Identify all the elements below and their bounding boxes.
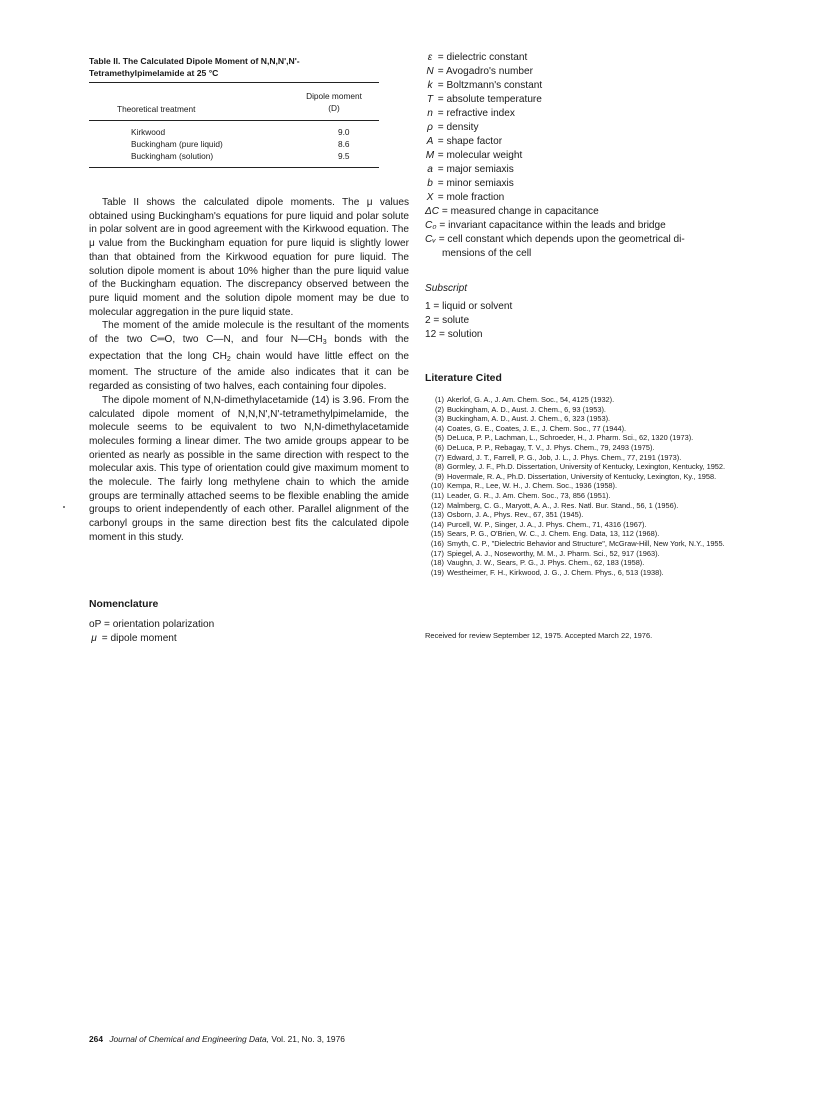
subscript-heading: Subscript	[425, 283, 468, 294]
stray-mark	[63, 506, 65, 508]
reference-number: (10)	[430, 481, 444, 491]
table-row	[131, 150, 381, 162]
reference-text: Akerlof, G. A., J. Am. Chem. Soc., 54, 4125 (1932).	[447, 395, 615, 404]
subscript-definition: liquid or solvent	[442, 301, 513, 312]
reference-item	[425, 510, 770, 520]
page-number: 264	[89, 1034, 103, 1044]
nomenclature-symbol: Cᵥ	[425, 234, 436, 245]
reference-item	[425, 424, 770, 434]
page-footer	[89, 1034, 345, 1044]
nomenclature-item: a = major semiaxis	[425, 163, 775, 177]
reference-text: Kempa, R., Lee, W. H., J. Chem. Soc., 1936 (1958).	[447, 481, 618, 491]
nomenclature-heading: Nomenclature	[89, 599, 159, 610]
reference-item	[425, 414, 770, 424]
nomenclature-definition: shape factor	[446, 136, 503, 147]
reference-number: (17)	[430, 548, 444, 558]
received-note: Received for review September 12, 1975. Accepted March 22, 1976.	[425, 631, 653, 640]
reference-text: Buckingham, A. D., Aust. J. Chem., 6, 323 (1953).	[447, 414, 611, 424]
subscript-list	[425, 300, 512, 342]
nomenclature-definition: molecular weight	[446, 150, 523, 161]
reference-item	[425, 558, 770, 568]
reference-text: Purcell, W. P., Singer, J. A., J. Phys. Chem., 71, 4316 (1967).	[447, 519, 647, 529]
reference-number: (16)	[430, 538, 444, 548]
reference-text: Buckingham, A. D., Aust. J. Chem., 6, 93 (1953).	[447, 404, 606, 414]
reference-text: Sears, P. G., O'Brien, W. C., J. Chem. Eng. Data, 13, 112 (1968).	[447, 529, 660, 539]
reference-text: Gormley, J. F., Ph.D. Dissertation, University of Kentucky, Lexington, Kentucky, 1952.	[447, 462, 726, 472]
nomenclature-list-left	[89, 618, 214, 646]
nomenclature-symbol: μ	[91, 633, 97, 644]
subscript-item: 1 = liquid or solvent	[425, 301, 513, 312]
reference-item	[425, 443, 770, 453]
nomenclature-definition: Boltzmann's constant	[446, 80, 543, 91]
nomenclature-item: oP = orientation polarization	[89, 619, 215, 630]
nomenclature-symbol: M	[425, 150, 435, 161]
table-header-rule	[89, 120, 379, 121]
nomenclature-symbol: oP	[89, 619, 102, 630]
table-bottom-rule	[89, 167, 379, 168]
reference-number: (7)	[434, 452, 444, 462]
reference-text: Leader, G. R., J. Am. Chem. Soc., 73, 856 (1951).	[447, 490, 611, 500]
reference-item	[425, 395, 770, 405]
nomenclature-symbol: b	[427, 178, 433, 189]
reference-number: (11)	[431, 490, 444, 500]
table-col1-header: Theoretical treatment	[117, 104, 196, 114]
reference-item	[425, 568, 770, 578]
paragraph: Table II shows the calculated dipole moments. The μ values obtained using Buckingham's equations for pure liquid and polar solute in polar solvent are in good agreement with the Kirkwood equation. The μ value from the Buckingham equation for pure liquid is slightly lower than that obtained from the Kirkwood equation for pure liquid. The solution dipole moment is about 10% higher than the pure liquid value of the Buckingham equation. The discrepancy observed between the pure liquid moment and the solution dipole moment may be due to molecular aggregation in the pure liquid state.	[89, 197, 409, 318]
nomenclature-item: X = mole fraction	[426, 192, 505, 203]
nomenclature-item: μ = dipole moment	[89, 632, 214, 646]
reference-item	[425, 520, 770, 530]
reference-item	[425, 433, 770, 443]
nomenclature-symbol: N	[426, 66, 434, 77]
text-span: The moment of the amide molecule is the resultant of the moments of the two C═O, two C—N, and four N—CH	[89, 320, 409, 346]
reference-number: (5)	[434, 433, 444, 443]
nomenclature-definition: dielectric constant	[446, 52, 528, 63]
body-text	[89, 196, 409, 545]
nomenclature-item: k = Boltzmann's constant	[425, 79, 775, 93]
col2-header-line: (D)	[328, 103, 340, 113]
nomenclature-symbol: n	[427, 108, 433, 119]
reference-number: (2)	[434, 404, 444, 414]
nomenclature-symbol: X	[426, 192, 434, 203]
reference-item	[425, 405, 770, 415]
reference-number: (3)	[434, 414, 444, 424]
reference-item	[425, 549, 770, 559]
reference-number: (12)	[430, 500, 444, 510]
reference-text: Edward, J. T., Farrell, P. G., Job, J. L., J. Phys. Chem., 77, 2191 (1973).	[447, 452, 682, 462]
nomenclature-symbol: ΔC	[425, 206, 440, 217]
table-row	[131, 138, 381, 150]
nomenclature-item: ρ = density	[425, 121, 775, 135]
reference-item	[425, 462, 770, 472]
reference-item	[425, 481, 770, 491]
nomenclature-definition: invariant capacitance within the leads and bridge	[448, 220, 666, 231]
reference-text: DeLuca, P. P., Rebagay, T. V., J. Phys. Chem., 79, 2493 (1975).	[447, 442, 655, 452]
nomenclature-definition: minor semiaxis	[446, 178, 514, 189]
subscript-symbol: 12	[425, 329, 437, 340]
reference-number: (13)	[430, 510, 444, 520]
reference-number: (15)	[430, 529, 444, 539]
reference-item	[425, 529, 770, 539]
nomenclature-definition: cell constant which depends upon the geometrical di-	[447, 234, 685, 245]
reference-item	[425, 472, 770, 482]
table-caption-line: Tetramethylpimelamide at 25 °C	[89, 68, 219, 78]
reference-number: (19)	[430, 567, 444, 577]
subscript-item: 2 = solute	[425, 315, 470, 326]
nomenclature-symbol: A	[426, 136, 434, 147]
reference-text: Osborn, J. A., Phys. Rev., 67, 351 (1945).	[447, 510, 584, 520]
nomenclature-definition: dipole moment	[110, 633, 177, 644]
reference-number: (4)	[434, 423, 444, 433]
nomenclature-item: b = minor semiaxis	[425, 177, 775, 191]
nomenclature-definition: major semiaxis	[446, 164, 514, 175]
nomenclature-item: ΔC = measured change in capacitance	[425, 206, 599, 217]
table-row	[131, 126, 381, 138]
reference-item	[425, 491, 770, 501]
nomenclature-definition: Avogadro's number	[445, 66, 533, 77]
reference-text: Hovermale, R. A., Ph.D. Dissertation, University of Kentucky, Lexington, Ky., 1958.	[447, 471, 717, 481]
subscript-definition: solution	[447, 329, 483, 340]
nomenclature-list-right	[425, 51, 775, 261]
nomenclature-continuation: mensions of the cell	[442, 248, 532, 259]
table-caption-line: Table II. The Calculated Dipole Moment of N,N,N',N'-	[89, 56, 300, 66]
literature-heading: Literature Cited	[425, 373, 502, 384]
table-cell-value: 8.6	[338, 139, 350, 149]
reference-number: (8)	[434, 462, 444, 472]
nomenclature-definition: orientation polarization	[112, 619, 215, 630]
reference-text: Smyth, C. P., "Dielectric Behavior and Structure", McGraw-Hill, New York, N.Y., 1955.	[447, 538, 725, 548]
table-col2-header	[289, 90, 379, 114]
reference-number: (1)	[434, 395, 444, 404]
reference-text: Westheimer, F. H., Kirkwood, J. G., J. Chem. Phys., 6, 513 (1938).	[447, 567, 664, 577]
nomenclature-item: T = absolute temperature	[426, 94, 542, 105]
table-top-rule	[89, 82, 379, 83]
reference-number: (18)	[430, 558, 444, 568]
reference-text: DeLuca, P. P., Lachman, L., Schroeder, H., J. Pharm. Sci., 62, 1320 (1973).	[447, 433, 694, 443]
nomenclature-item: N = Avogadro's number	[426, 66, 533, 77]
nomenclature-definition: measured change in capacitance	[450, 206, 599, 217]
subscript-symbol: 2	[425, 315, 431, 326]
subscript-span: 3	[322, 339, 327, 347]
table-cell-name: Buckingham (solution)	[131, 151, 214, 161]
nomenclature-symbol: ε	[427, 52, 433, 63]
table-cell-value: 9.5	[338, 151, 350, 161]
subscript-span: 2	[226, 355, 231, 363]
nomenclature-definition: mole fraction	[446, 192, 505, 203]
nomenclature-item: C₀ = invariant capacitance within the leads and bridge	[425, 220, 666, 231]
paragraph: The dipole moment of N,N-dimethylacetamide (14) is 3.96. From the calculated dipole moment of N,N,N',N'-tetramethylpimelamide, the molecule seems to be equivalent to two N,N-dimethylacetamide molecules forming a linear dimer. The two amide groups appear to be oriented as nearly as possible in the same direction with respect to the molecular axis. This type of orientation could give maximum moment to the molecule. The fairly long methylene chain to which the amide groups are terminally attached seems to be flexible enabling the amide groups to orient independently of each other. Parallel alignment of the carbonyl groups in the same direction best fits the calculated dipole moment in this study.	[89, 394, 409, 543]
nomenclature-symbol: ρ	[427, 122, 433, 133]
nomenclature-definition: density	[446, 122, 479, 133]
nomenclature-item: n = refractive index	[425, 107, 775, 121]
paragraph	[89, 319, 409, 394]
reference-text: Vaughn, J. W., Sears, P. G., J. Phys. Chem., 62, 183 (1958).	[447, 558, 645, 568]
nomenclature-definition: absolute temperature	[446, 94, 542, 105]
reference-text: Coates, G. E., Coates, J. E., J. Chem. Soc., 77 (1944).	[447, 423, 627, 433]
reference-number: (6)	[434, 442, 444, 452]
reference-item	[425, 501, 770, 511]
journal-volume: Vol. 21, No. 3, 1976	[269, 1034, 345, 1044]
nomenclature-symbol: a	[427, 164, 433, 175]
reference-text: Spiegel, A. J., Noseworthy, M. M., J. Pharm. Sci., 52, 917 (1963).	[447, 548, 660, 558]
reference-item	[425, 453, 770, 463]
reference-list	[425, 395, 770, 577]
journal-name: Journal of Chemical and Engineering Data,	[109, 1034, 269, 1044]
nomenclature-symbol: T	[426, 94, 434, 105]
table-caption	[89, 55, 409, 79]
subscript-symbol: 1	[425, 301, 431, 312]
reference-item	[425, 539, 770, 549]
col2-header-line: Dipole moment	[306, 91, 362, 101]
reference-number: (9)	[434, 471, 444, 481]
text-span: bonds with the expectation that the long CH	[89, 334, 409, 362]
nomenclature-symbol: C₀	[425, 220, 437, 231]
subscript-definition: solute	[442, 315, 470, 326]
nomenclature-item: M = molecular weight	[425, 150, 523, 161]
table-cell-name: Buckingham (pure liquid)	[131, 139, 223, 149]
table-cell-name: Kirkwood	[131, 127, 166, 137]
nomenclature-symbol: k	[427, 80, 433, 91]
reference-text: Malmberg, C. G., Maryott, A. A., J. Res. Natl. Bur. Stand., 56, 1 (1956).	[447, 500, 679, 510]
nomenclature-item: A = shape factor	[426, 136, 503, 147]
nomenclature-item: ε = dielectric constant	[425, 51, 775, 65]
nomenclature-item: Cᵥ = cell constant which depends upon the geometrical di-	[425, 234, 685, 245]
reference-number: (14)	[430, 519, 444, 529]
nomenclature-definition: refractive index	[446, 108, 515, 119]
text-span: chain would have little effect on the moment. The structure of the amide also indicates that it can be regarded as consisting of two halves, each containing four dipoles.	[89, 350, 409, 393]
subscript-item: 12 = solution	[425, 329, 483, 340]
table-cell-value: 9.0	[338, 127, 350, 137]
